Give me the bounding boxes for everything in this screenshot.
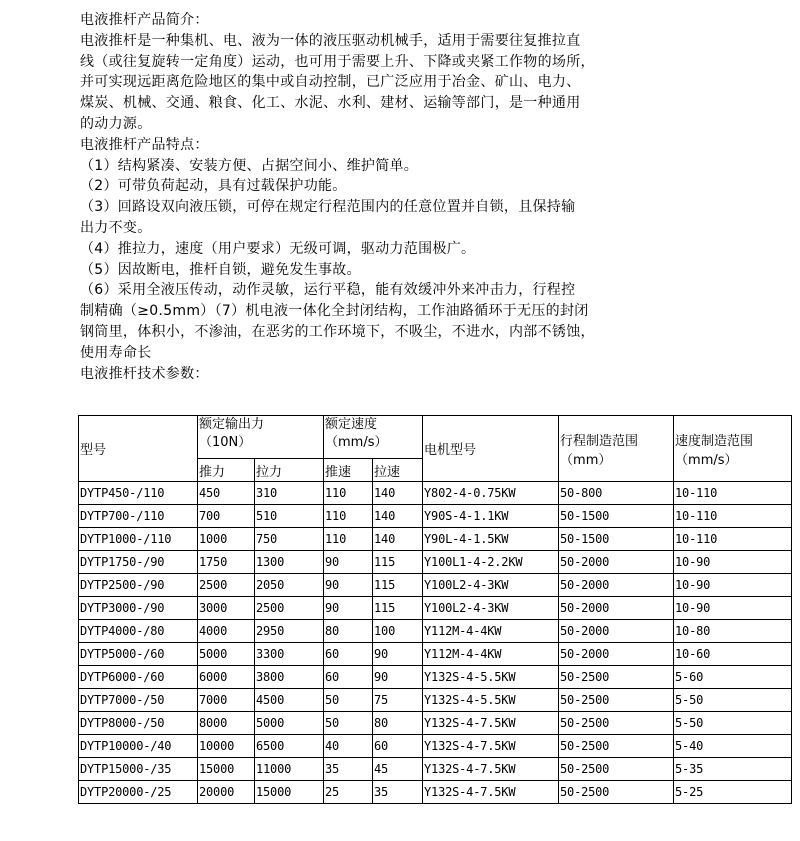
feature-line: 出力不变。 [80, 219, 152, 236]
cell-stroke-range: 50-2500 [559, 689, 674, 712]
cell-push-speed: 60 [324, 666, 373, 689]
table-row [79, 574, 792, 597]
cell-speed-range: 10-110 [674, 505, 792, 528]
cell-pull-speed: 100 [373, 620, 423, 643]
header-stroke-range [559, 416, 674, 482]
cell-push-speed: 50 [324, 712, 373, 735]
cell-motor: Y132S-4-7.5KW [423, 758, 559, 781]
cell-pull-speed: 140 [373, 528, 423, 551]
cell-pull-speed: 140 [373, 505, 423, 528]
cell-stroke-range: 50-2500 [559, 712, 674, 735]
cell-model: DYTP5000-/60 [79, 643, 198, 666]
cell-stroke-range: 50-2000 [559, 620, 674, 643]
header-speed-range [674, 416, 792, 482]
cell-motor: Y100L2-4-3KW [423, 574, 559, 597]
intro-heading: 电液推杆产品简介： [80, 12, 209, 28]
cell-push-force: 2500 [198, 574, 255, 597]
cell-pull-speed: 90 [373, 643, 423, 666]
cell-speed-range: 10-80 [674, 620, 792, 643]
cell-motor: Y132S-4-5.5KW [423, 666, 559, 689]
table-row [79, 666, 792, 689]
header-model: 型号 [79, 416, 198, 482]
cell-motor: Y802-4-0.75KW [423, 482, 559, 505]
cell-stroke-range: 50-2500 [559, 666, 674, 689]
header-stroke-range-label: 行程制造范围 [560, 433, 639, 449]
feature-line: 使用寿命长 [80, 344, 152, 361]
header-stroke-range-unit: （mm） [560, 452, 612, 468]
cell-push-force: 20000 [198, 781, 255, 804]
header-pull-speed: 拉速 [373, 459, 423, 482]
cell-push-force: 1000 [198, 528, 255, 551]
cell-motor: Y132S-4-7.5KW [423, 781, 559, 804]
cell-pull-force: 2950 [255, 620, 324, 643]
cell-push-speed: 60 [324, 643, 373, 666]
cell-pull-force: 1300 [255, 551, 324, 574]
header-rated-force-label: 额定输出力 [199, 417, 265, 432]
table-row [79, 482, 792, 505]
table-row [79, 597, 792, 620]
params-heading: 电液推杆技术参数： [80, 365, 209, 382]
cell-pull-speed: 75 [373, 689, 423, 712]
cell-pull-force: 2050 [255, 574, 324, 597]
cell-pull-force: 510 [255, 505, 324, 528]
cell-motor: Y132S-4-7.5KW [423, 735, 559, 758]
table-row [79, 758, 792, 781]
cell-push-force: 8000 [198, 712, 255, 735]
table-row [79, 528, 792, 551]
feature-line: 钢筒里，体积小，不渗油，在恶劣的工作环境下，不吸尘，不进水，内部不锈蚀， [80, 323, 595, 340]
cell-motor: Y112M-4-4KW [423, 620, 559, 643]
cell-speed-range: 5-50 [674, 689, 792, 712]
cell-push-speed: 35 [324, 758, 373, 781]
cell-speed-range: 5-50 [674, 712, 792, 735]
header-rated-force [198, 416, 324, 459]
cell-pull-speed: 80 [373, 712, 423, 735]
cell-model: DYTP1750-/90 [79, 551, 198, 574]
table-row [79, 551, 792, 574]
parameters-table [78, 415, 792, 804]
cell-push-force: 7000 [198, 689, 255, 712]
intro-line: 线（或往复旋转一定角度）运动，也可用于需要上升、下降或夹紧工作物的场所， [80, 53, 595, 70]
cell-pull-force: 4500 [255, 689, 324, 712]
intro-line: 的动力源。 [80, 115, 152, 132]
feature-line: （4）推拉力，速度（用户要求）无级可调，驱动力范围极广。 [80, 240, 476, 257]
cell-model: DYTP20000-/25 [79, 781, 198, 804]
cell-speed-range: 10-90 [674, 551, 792, 574]
feature-line: （5）因故断电，推杆自锁，避免发生事故。 [80, 261, 361, 278]
cell-pull-speed: 35 [373, 781, 423, 804]
intro-line: 电液推杆是一种集机、电、液为一体的液压驱动机械手，适用于需要往复推拉直 [80, 32, 581, 49]
cell-pull-speed: 90 [373, 666, 423, 689]
header-push-force: 推力 [198, 459, 255, 482]
cell-stroke-range: 50-2500 [559, 781, 674, 804]
cell-stroke-range: 50-1500 [559, 505, 674, 528]
cell-pull-force: 15000 [255, 781, 324, 804]
cell-speed-range: 5-40 [674, 735, 792, 758]
cell-push-force: 15000 [198, 758, 255, 781]
cell-pull-force: 5000 [255, 712, 324, 735]
cell-model: DYTP6000-/60 [79, 666, 198, 689]
header-motor: 电机型号 [423, 416, 559, 482]
cell-speed-range: 10-90 [674, 574, 792, 597]
feature-line: （1）结构紧凑、安装方便、占据空间小、维护简单。 [80, 157, 419, 174]
cell-model: DYTP3000-/90 [79, 597, 198, 620]
header-rated-force-unit: （10N） [199, 435, 252, 450]
cell-motor: Y132S-4-5.5KW [423, 689, 559, 712]
cell-stroke-range: 50-2500 [559, 735, 674, 758]
table-row [79, 620, 792, 643]
cell-pull-force: 2500 [255, 597, 324, 620]
cell-push-speed: 110 [324, 528, 373, 551]
cell-pull-force: 6500 [255, 735, 324, 758]
cell-stroke-range: 50-800 [559, 482, 674, 505]
cell-stroke-range: 50-2000 [559, 597, 674, 620]
cell-push-speed: 50 [324, 689, 373, 712]
cell-push-force: 700 [198, 505, 255, 528]
cell-push-force: 1750 [198, 551, 255, 574]
cell-model: DYTP7000-/50 [79, 689, 198, 712]
table-row [79, 735, 792, 758]
cell-pull-force: 11000 [255, 758, 324, 781]
feature-line: （2）可带负荷起动，具有过载保护功能。 [80, 178, 347, 195]
table-row [79, 689, 792, 712]
cell-stroke-range: 50-2000 [559, 551, 674, 574]
cell-speed-range: 10-60 [674, 643, 792, 666]
cell-motor: Y90L-4-1.5KW [423, 528, 559, 551]
document-body [80, 10, 680, 384]
cell-pull-force: 310 [255, 482, 324, 505]
cell-pull-force: 750 [255, 528, 324, 551]
cell-pull-force: 3800 [255, 666, 324, 689]
cell-motor: Y100L1-4-2.2KW [423, 551, 559, 574]
cell-push-speed: 110 [324, 505, 373, 528]
table-row [79, 505, 792, 528]
cell-push-speed: 40 [324, 735, 373, 758]
cell-pull-speed: 140 [373, 482, 423, 505]
header-rated-speed [324, 416, 423, 459]
table-row [79, 781, 792, 804]
cell-pull-force: 3300 [255, 643, 324, 666]
cell-speed-range: 5-35 [674, 758, 792, 781]
cell-pull-speed: 115 [373, 551, 423, 574]
cell-push-force: 450 [198, 482, 255, 505]
feature-line: （3）回路设双向液压锁，可停在规定行程范围内的任意位置并自锁，且保持输 [80, 199, 576, 216]
cell-speed-range: 5-25 [674, 781, 792, 804]
header-speed-range-label: 速度制造范围 [675, 433, 754, 449]
cell-model: DYTP2500-/90 [79, 574, 198, 597]
feature-line: 制精确（≥0.5mm）（7）机电液一体化全封闭结构，工作油路循环于无压的封闭 [80, 303, 589, 320]
cell-model: DYTP4000-/80 [79, 620, 198, 643]
cell-push-force: 6000 [198, 666, 255, 689]
table-row [79, 643, 792, 666]
cell-pull-speed: 45 [373, 758, 423, 781]
cell-push-speed: 25 [324, 781, 373, 804]
cell-push-speed: 90 [324, 551, 373, 574]
header-speed-range-unit: （mm/s） [675, 452, 738, 468]
cell-pull-speed: 60 [373, 735, 423, 758]
cell-speed-range: 5-60 [674, 666, 792, 689]
cell-model: DYTP700-/110 [79, 505, 198, 528]
cell-model: DYTP8000-/50 [79, 712, 198, 735]
cell-stroke-range: 50-2500 [559, 758, 674, 781]
intro-line: 并可实现远距离危险地区的集中或自动控制，已广泛应用于冶金、矿山、电力、 [80, 74, 581, 91]
cell-push-force: 5000 [198, 643, 255, 666]
feature-line: （6）采用全液压传动，动作灵敏，运行平稳，能有效缓冲外来冲击力，行程控 [80, 282, 576, 299]
cell-push-force: 10000 [198, 735, 255, 758]
cell-pull-speed: 115 [373, 597, 423, 620]
cell-push-force: 3000 [198, 597, 255, 620]
cell-model: DYTP1000-/110 [79, 528, 198, 551]
table-header-row [79, 416, 792, 459]
header-rated-speed-label: 额定速度 [325, 417, 378, 432]
cell-stroke-range: 50-2000 [559, 643, 674, 666]
cell-motor: Y112M-4-4KW [423, 643, 559, 666]
table-row [79, 712, 792, 735]
intro-line: 煤炭、机械、交通、粮食、化工、水泥、水利、建材、运输等部门，是一种通用 [80, 95, 581, 112]
cell-motor: Y100L2-4-3KW [423, 597, 559, 620]
cell-model: DYTP450-/110 [79, 482, 198, 505]
cell-push-speed: 110 [324, 482, 373, 505]
cell-push-speed: 90 [324, 597, 373, 620]
cell-speed-range: 10-110 [674, 528, 792, 551]
header-rated-speed-unit: （mm/s） [325, 435, 388, 450]
header-pull-force: 拉力 [255, 459, 324, 482]
cell-motor: Y90S-4-1.1KW [423, 505, 559, 528]
cell-push-speed: 90 [324, 574, 373, 597]
cell-motor: Y132S-4-7.5KW [423, 712, 559, 735]
cell-speed-range: 10-90 [674, 597, 792, 620]
cell-model: DYTP15000-/35 [79, 758, 198, 781]
cell-stroke-range: 50-2000 [559, 574, 674, 597]
cell-push-force: 4000 [198, 620, 255, 643]
header-push-speed: 推速 [324, 459, 373, 482]
cell-push-speed: 80 [324, 620, 373, 643]
cell-model: DYTP10000-/40 [79, 735, 198, 758]
cell-stroke-range: 50-1500 [559, 528, 674, 551]
features-heading: 电液推杆产品特点： [80, 136, 209, 153]
cell-speed-range: 10-110 [674, 482, 792, 505]
cell-pull-speed: 115 [373, 574, 423, 597]
